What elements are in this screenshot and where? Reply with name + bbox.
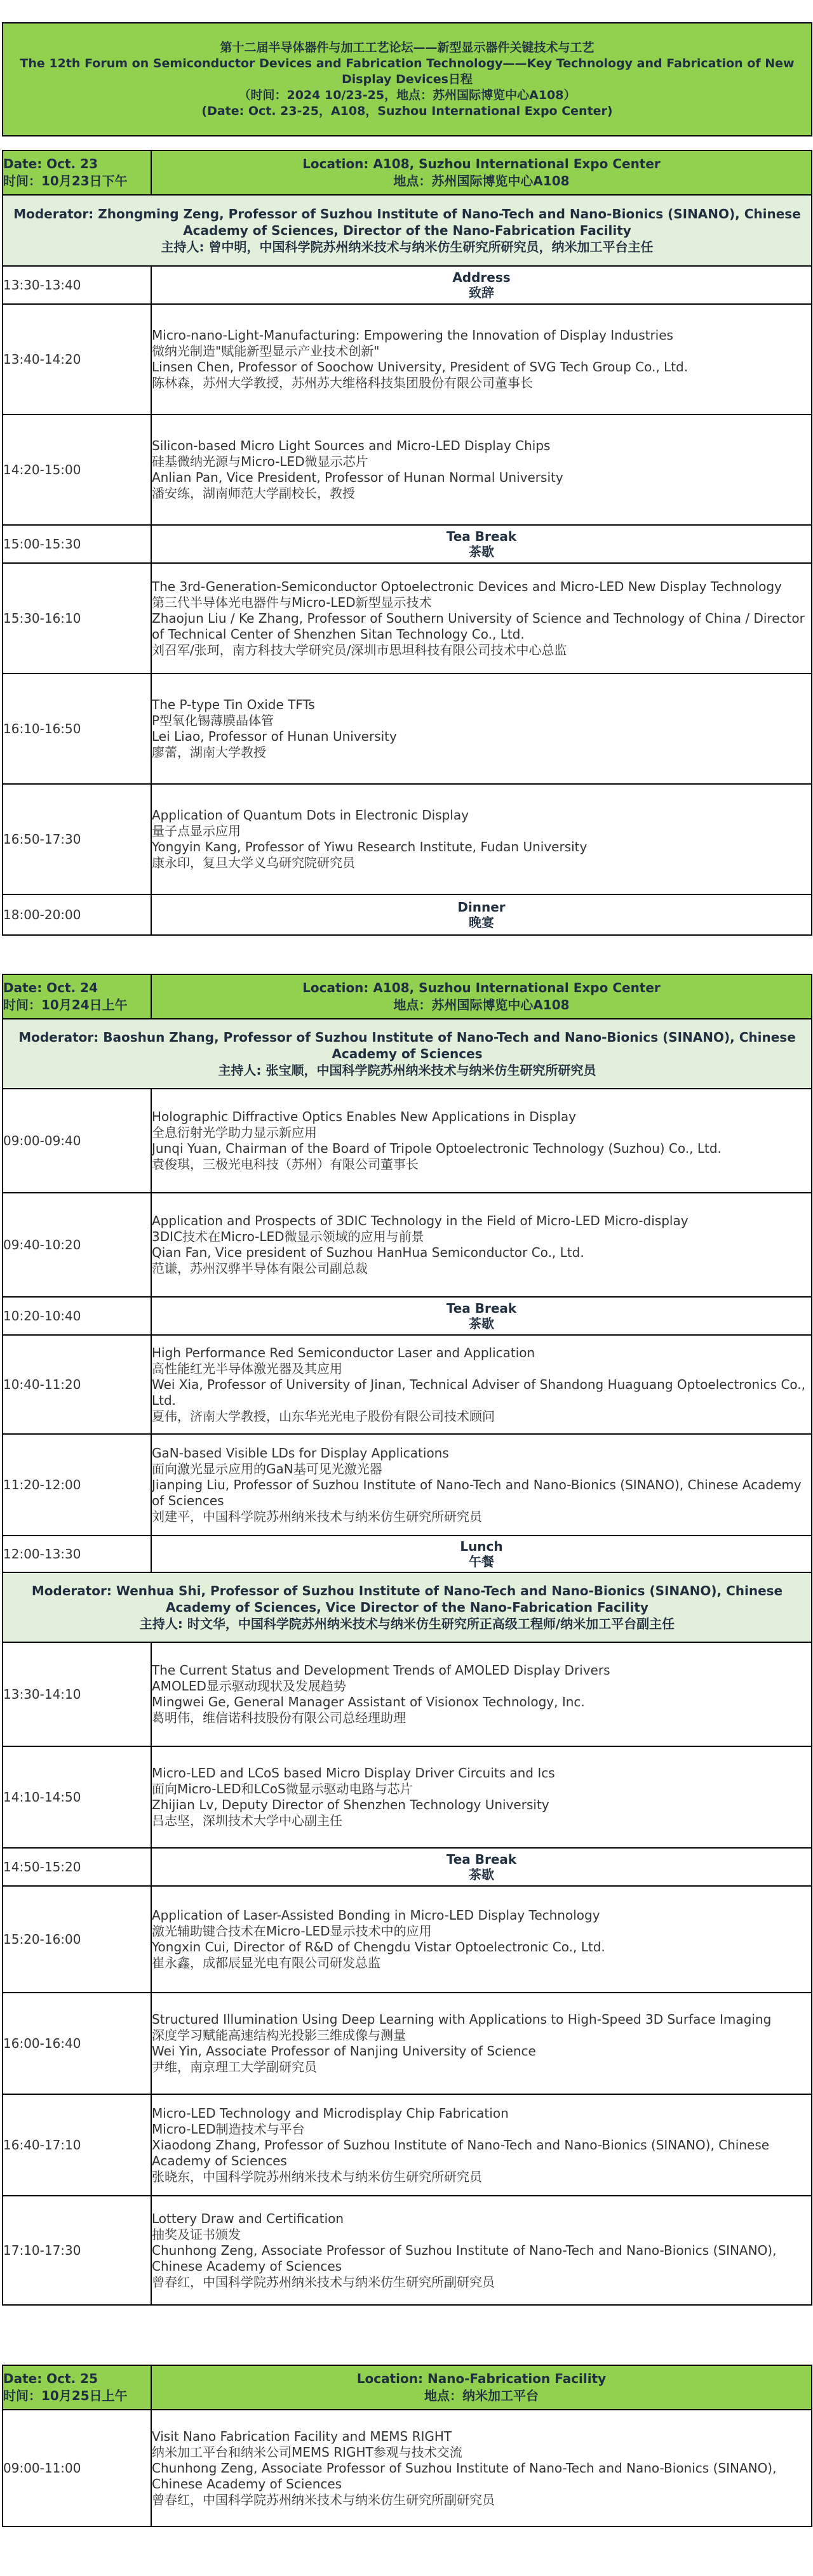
session-time: 14:50-15:20 bbox=[3, 1848, 151, 1886]
day-header bbox=[3, 150, 812, 195]
talk-details: Silicon-based Micro Light Sources and Micro-LED Display Chips 硅基微纳光源与Micro-LED微显示芯片 Anlian Pan, Vice President, Professor of Hunan Normal University 潘安练，湖南师范大学副校长，教授 bbox=[151, 415, 812, 525]
talk-row bbox=[3, 1193, 812, 1297]
title-en: The 12th Forum on Semiconductor Devices and Fabrication Technology——Key Technology and Fabrication of New Display Devices日程 bbox=[20, 56, 795, 86]
header-table bbox=[2, 22, 812, 136]
talk-details: Application and Prospects of 3DIC Technology in the Field of Micro-LED Micro-display 3DIC技术在Micro-LED微显示领域的应用与前景 Qian Fan, Vice president of Suzhou HanHua Semiconductor Co., Ltd. 范谦，苏州汉骅半导体有限公司副总裁 bbox=[151, 1193, 812, 1297]
talk-time: 10:40-11:20 bbox=[3, 1335, 151, 1434]
day-table-oct-23 bbox=[2, 150, 812, 936]
talk-time: 16:50-17:30 bbox=[3, 784, 151, 894]
talk-row bbox=[3, 2094, 812, 2196]
talk-time: 11:20-12:00 bbox=[3, 1434, 151, 1536]
talk-details: Holographic Diffractive Optics Enables New Applications in Display 全息衍射光学助力显示新应用 Junqi Yuan, Chairman of the Board of Tripole Optoelectronic Technology (Suzhou) Co., Ltd. 袁俊琪，三极光电科技（苏州）有限公司董事长 bbox=[151, 1089, 812, 1193]
page-title bbox=[3, 23, 812, 136]
talk-time: 13:40-14:20 bbox=[3, 304, 151, 415]
talk-time: 15:30-16:10 bbox=[3, 563, 151, 674]
day-table-oct-25 bbox=[2, 2365, 812, 2527]
talk-row bbox=[3, 674, 812, 784]
talk-row bbox=[3, 1746, 812, 1848]
title-time-zh: （时间：2024 10/23-25，地点：苏州国际博览中心A108） bbox=[238, 88, 576, 102]
day-table-oct-24 bbox=[2, 974, 812, 2306]
day-location: Location: Nano-Fabrication Facility 地点：纳米加工平台 bbox=[151, 2365, 812, 2410]
talk-row bbox=[3, 1335, 812, 1434]
talk-details: The P-type Tin Oxide TFTs P型氧化锡薄膜晶体管 Lei Liao, Professor of Hunan University 廖蕾，湖南大学教授 bbox=[151, 674, 812, 784]
session-row: 15:00-15:30 Tea Break 茶歇 bbox=[3, 525, 812, 563]
talk-row bbox=[3, 304, 812, 415]
day-date: Date: Oct. 23 时间：10月23日下午 bbox=[3, 150, 151, 195]
talk-row bbox=[3, 2410, 812, 2526]
talk-details: Micro-nano-Light-Manufacturing: Empowering the Innovation of Display Industries 微纳光制造"赋能新型显示产业技术创新" Linsen Chen, Professor of Soochow University, President of SVG Tech Group Co., Ltd. 陈林森，苏州大学教授，苏州苏大维格科技集团股份有限公司董事长 bbox=[151, 304, 812, 415]
talk-details: Application of Laser-Assisted Bonding in Micro-LED Display Technology 激光辅助键合技术在Micro-LED显示技术中的应用 Yongxin Cui, Director of R&D of Chengdu Vistar Optoelectronic Co., Ltd. 崔永鑫，成都辰显光电有限公司研发总监 bbox=[151, 1886, 812, 1993]
talk-details: The Current Status and Development Trends of AMOLED Display Drivers AMOLED显示驱动现状及发展趋势 Mingwei Ge, General Manager Assistant of Visionox Technology, Inc. 葛明伟，维信诺科技股份有限公司总经理助理 bbox=[151, 1642, 812, 1746]
title-zh: 第十二届半导体器件与加工工艺论坛——新型显示器件关键技术与工艺 bbox=[220, 40, 595, 55]
talk-row bbox=[3, 1434, 812, 1536]
talk-row bbox=[3, 1642, 812, 1746]
title-time-en: (Date: Oct. 23-25，A108，Suzhou International Expo Center) bbox=[201, 103, 613, 118]
talk-details: Micro-LED and LCoS based Micro Display Driver Circuits and Ics 面向Micro-LED和LCoS微显示驱动电路与芯片 Zhijian Lv, Deputy Director of Shenzhen Technology University 吕志坚，深圳技术大学中心副主任 bbox=[151, 1746, 812, 1848]
talk-time: 16:10-16:50 bbox=[3, 674, 151, 784]
talk-time: 09:00-11:00 bbox=[3, 2410, 151, 2526]
talk-time: 15:20-16:00 bbox=[3, 1886, 151, 1993]
talk-details: GaN-based Visible LDs for Display Applications 面向激光显示应用的GaN基可见光激光器 Jianping Liu, Professor of Suzhou Institute of Nano-Tech and Nano-Bionics (SINANO), Chinese Academy of Sciences 刘建平，中国科学院苏州纳米技术与纳米仿生研究所研究员 bbox=[151, 1434, 812, 1536]
talk-time: 14:20-15:00 bbox=[3, 415, 151, 525]
moderator-row: Moderator: Wenhua Shi, Professor of Suzhou Institute of Nano-Tech and Nano-Bionics (SINANO), Chinese Academy of Sciences, Vice Director of the Nano-Fabrication Facility 主持人: 时文华，中国科学院苏州纳米技术与纳米仿生研究所正高级工程师/纳米加工平台副主任 bbox=[3, 1572, 812, 1642]
talk-row bbox=[3, 563, 812, 674]
session-row: 10:20-10:40 Tea Break 茶歇 bbox=[3, 1297, 812, 1335]
day-date: Date: Oct. 25 时间：10月25日上午 bbox=[3, 2365, 151, 2410]
session-time: 13:30-13:40 bbox=[3, 266, 151, 304]
session-time: 18:00-20:00 bbox=[3, 894, 151, 935]
talk-details: Lottery Draw and Certification 抽奖及证书颁发 Chunhong Zeng, Associate Professor of Suzhou Institute of Nano-Tech and Nano-Bionics (SINANO), Chinese Academy of Sciences 曾春红，中国科学院苏州纳米技术与纳米仿生研究所副研究员 bbox=[151, 2196, 812, 2305]
talk-details: Structured Illumination Using Deep Learning with Applications to High-Speed 3D Surface Imaging 深度学习赋能高速结构光投影三维成像与测量 Wei Yin, Associate Professor of Nanjing University of Science 尹维，南京理工大学副研究员 bbox=[151, 1993, 812, 2094]
talk-row bbox=[3, 1089, 812, 1193]
day-location: Location: A108, Suzhou International Expo Center 地点：苏州国际博览中心A108 bbox=[151, 150, 812, 195]
talk-details: The 3rd-Generation-Semiconductor Optoelectronic Devices and Micro-LED New Display Technology 第三代半导体光电器件与Micro-LED新型显示技术 Zhaojun Liu / Ke Zhang, Professor of Southern University of Science and Technology of China / Director of Technical Center of Shenzhen Sitan Technology Co., Ltd. 刘召军/张珂，南方科技大学研究员/深圳市思坦科技有限公司技术中心总监 bbox=[151, 563, 812, 674]
talk-time: 14:10-14:50 bbox=[3, 1746, 151, 1848]
session-row: 12:00-13:30 Lunch 午餐 bbox=[3, 1536, 812, 1572]
talk-row bbox=[3, 1993, 812, 2094]
day-header bbox=[3, 974, 812, 1019]
talk-row bbox=[3, 415, 812, 525]
day-header bbox=[3, 2365, 812, 2410]
session-time: 10:20-10:40 bbox=[3, 1297, 151, 1335]
talk-row bbox=[3, 784, 812, 894]
session-row: 13:30-13:40 Address 致辞 bbox=[3, 266, 812, 304]
talk-details: Micro-LED Technology and Microdisplay Chip Fabrication Micro-LED制造技术与平台 Xiaodong Zhang, Professor of Suzhou Institute of Nano-Tech and Nano-Bionics (SINANO), Chinese Academy of Sciences 张晓东，中国科学院苏州纳米技术与纳米仿生研究所研究员 bbox=[151, 2094, 812, 2196]
talk-time: 13:30-14:10 bbox=[3, 1642, 151, 1746]
talk-time: 17:10-17:30 bbox=[3, 2196, 151, 2305]
session-time: 15:00-15:30 bbox=[3, 525, 151, 563]
session-row: 14:50-15:20 Tea Break 茶歇 bbox=[3, 1848, 812, 1886]
talk-time: 16:00-16:40 bbox=[3, 1993, 151, 2094]
talk-details: High Performance Red Semiconductor Laser and Application 高性能红光半导体激光器及其应用 Wei Xia, Professor of University of Jinan, Technical Adviser of Shandong Huaguang Optoelectronics Co., Ltd. 夏伟，济南大学教授，山东华光光电子股份有限公司技术顾问 bbox=[151, 1335, 812, 1434]
talk-row bbox=[3, 1886, 812, 1993]
talk-details: Application of Quantum Dots in Electronic Display 量子点显示应用 Yongyin Kang, Professor of Yiwu Research Institute, Fudan University 康永印，复旦大学义乌研究院研究员 bbox=[151, 784, 812, 894]
session-time: 12:00-13:30 bbox=[3, 1536, 151, 1572]
moderator-row: Moderator: Zhongming Zeng, Professor of Suzhou Institute of Nano-Tech and Nano-Bionics (SINANO), Chinese Academy of Sciences, Director of the Nano-Fabrication Facility 主持人: 曾中明，中国科学院苏州纳米技术与纳米仿生研究所研究员，纳米加工平台主任 bbox=[3, 195, 812, 266]
talk-time: 09:40-10:20 bbox=[3, 1193, 151, 1297]
talk-time: 09:00-09:40 bbox=[3, 1089, 151, 1193]
talk-time: 16:40-17:10 bbox=[3, 2094, 151, 2196]
day-date: Date: Oct. 24 时间：10月24日上午 bbox=[3, 974, 151, 1019]
moderator-row: Moderator: Baoshun Zhang, Professor of Suzhou Institute of Nano-Tech and Nano-Bionics (SINANO), Chinese Academy of Sciences 主持人: 张宝顺，中国科学院苏州纳米技术与纳米仿生研究所研究员 bbox=[3, 1019, 812, 1089]
talk-details: Visit Nano Fabrication Facility and MEMS RIGHT 纳米加工平台和纳米公司MEMS RIGHT参观与技术交流 Chunhong Zeng, Associate Professor of Suzhou Institute of Nano-Tech and Nano-Bionics (SINANO), Chinese Academy of Sciences 曾春红，中国科学院苏州纳米技术与纳米仿生研究所副研究员 bbox=[151, 2410, 812, 2526]
talk-row bbox=[3, 2196, 812, 2305]
day-location: Location: A108, Suzhou International Expo Center 地点：苏州国际博览中心A108 bbox=[151, 974, 812, 1019]
session-row: 18:00-20:00 Dinner 晚宴 bbox=[3, 894, 812, 935]
